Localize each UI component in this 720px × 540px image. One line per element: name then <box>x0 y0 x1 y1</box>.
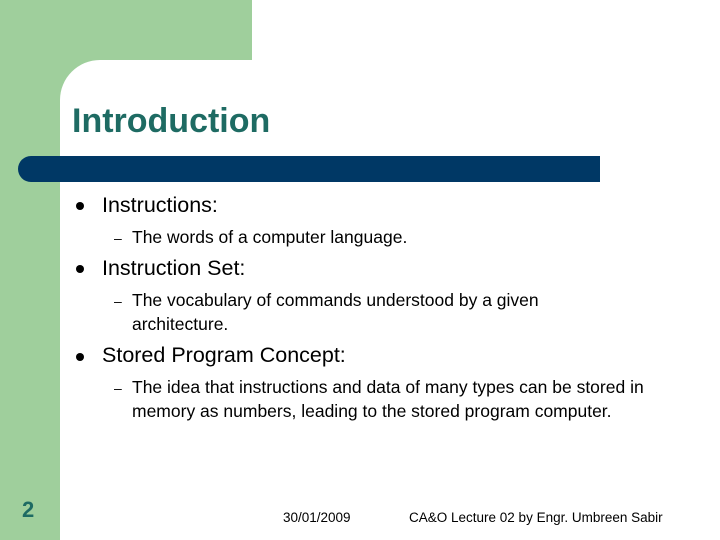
footer-credit: CA&O Lecture 02 by Engr. Umbreen Sabir <box>409 510 663 525</box>
bullet-dot-icon <box>76 202 84 210</box>
title-underline-bar <box>18 156 600 182</box>
page-number: 2 <box>22 497 35 522</box>
sub-stored-program: The idea that instructions and data of many types can be stored in memory as numbers, leading to the stored program computer. <box>132 377 644 421</box>
dash-icon: – <box>114 380 122 396</box>
sub-instruction-set: The vocabulary of commands understood by a given architecture. <box>132 290 539 334</box>
dash-icon: – <box>114 293 122 309</box>
bullet-stored-program: Stored Program Concept: <box>102 343 346 367</box>
bullet-dot-icon <box>76 265 84 273</box>
sub-instructions: The words of a computer language. <box>132 227 408 247</box>
slide-title: Introduction <box>72 102 271 140</box>
bullet-instruction-set: Instruction Set: <box>102 256 246 280</box>
bullet-dot-icon <box>76 353 84 361</box>
dash-icon: – <box>114 230 122 246</box>
footer-date: 30/01/2009 <box>283 510 351 525</box>
bullet-instructions: Instructions: <box>102 193 218 217</box>
